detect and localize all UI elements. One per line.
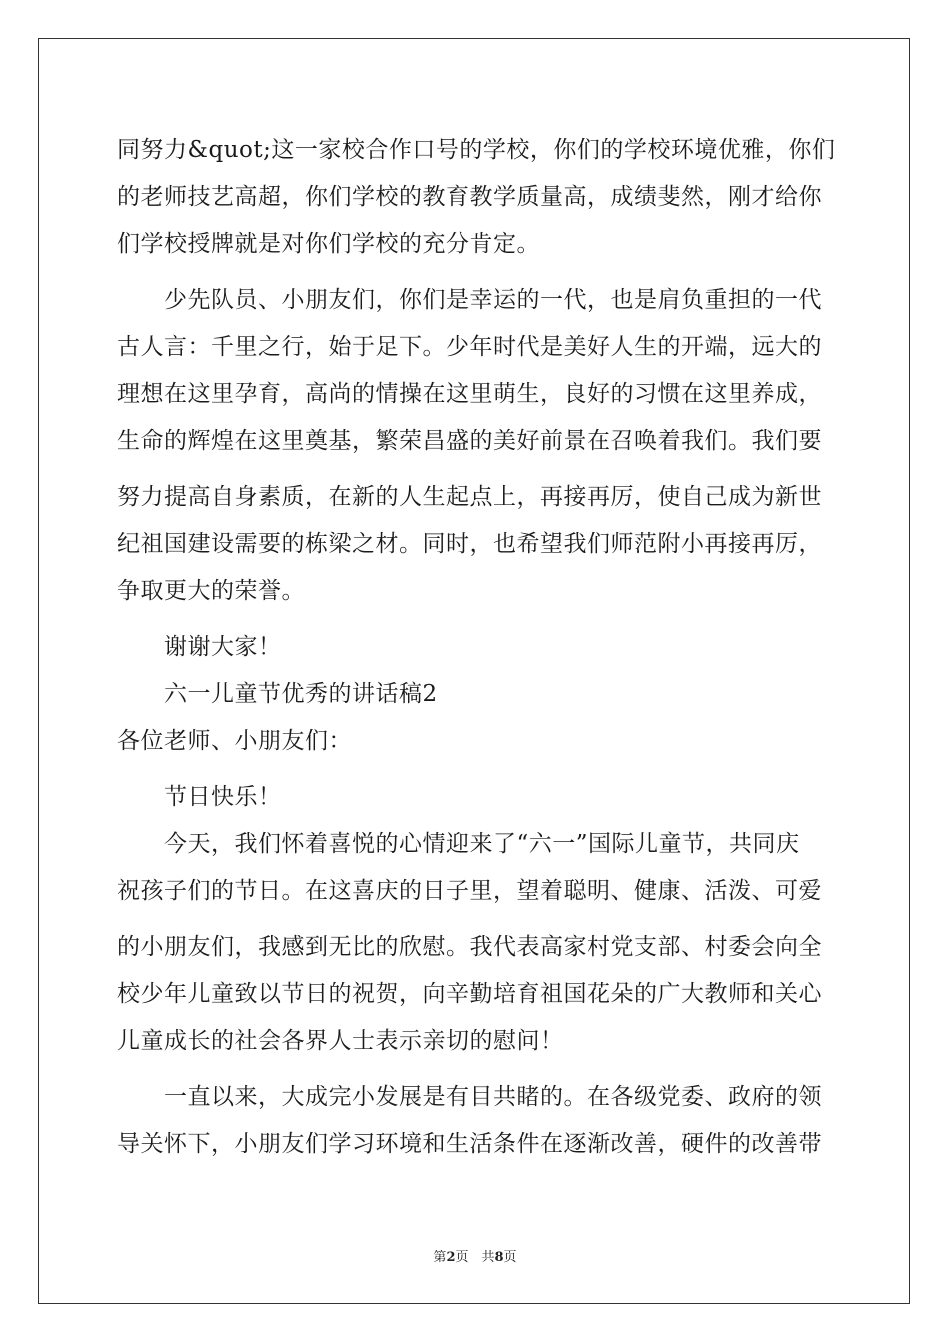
footer-page-suffix: 页 (503, 1250, 517, 1265)
text-line: 祝孩子们的节日。在这喜庆的日子里，望着聪明、健康、活泼、可爱 (117, 878, 822, 904)
text-line: 一直以来，大成完小发展是有目共睹的。在各级党委、政府的领 (117, 1084, 822, 1110)
text-line: 节日快乐！ (117, 784, 282, 810)
footer-page-total: 8 (494, 1250, 504, 1265)
salutation: 各位老师、小朋友们： (117, 728, 352, 754)
text-line: 今天，我们怀着喜悦的心情迎来了“六一”国际儿童节，共同庆 (117, 831, 800, 857)
text-line: 的小朋友们，我感到无比的欣慰。我代表高家村党支部、村委会向全 (117, 934, 822, 960)
text-line: 纪祖国建设需要的栋梁之材。同时，也希望我们师范附小再接再厉， (117, 531, 822, 557)
page-footer (0, 1246, 950, 1265)
text-line: 谢谢大家！ (117, 634, 282, 660)
text-line: 古人言：千里之行，始于足下。少年时代是美好人生的开端，远大的 (117, 334, 822, 360)
text-line: 同努力&quot;这一家校合作口号的学校，你们的学校环境优雅，你们 (117, 137, 836, 163)
text-line: 导关怀下，小朋友们学习环境和生活条件在逐渐改善，硬件的改善带 (117, 1131, 822, 1157)
footer-page-mid: 页 共 (455, 1250, 495, 1265)
text-line: 生命的辉煌在这里奠基，繁荣昌盛的美好前景在召唤着我们。我们要 (117, 428, 822, 454)
text-line: 校少年儿童致以节日的祝贺，向辛勤培育祖国花朵的广大教师和关心 (117, 981, 822, 1007)
text-line: 争取更大的荣誉。 (117, 578, 305, 604)
text-line: 们学校授牌就是对你们学校的充分肯定。 (117, 231, 540, 257)
section-heading: 六一儿童节优秀的讲话稿2 (117, 681, 438, 707)
text-line: 的老师技艺高超，你们学校的教育教学质量高，成绩斐然，刚才给你 (117, 184, 822, 210)
footer-page-prefix: 第 (433, 1250, 447, 1265)
footer-page-current: 2 (446, 1250, 456, 1265)
text-line: 努力提高自身素质，在新的人生起点上，再接再厉，使自己成为新世 (117, 484, 822, 510)
text-line: 少先队员、小朋友们，你们是幸运的一代，也是肩负重担的一代 (117, 287, 822, 313)
text-line: 儿童成长的社会各界人士表示亲切的慰问！ (117, 1028, 564, 1054)
text-line: 理想在这里孕育，高尚的情操在这里萌生，良好的习惯在这里养成， (117, 381, 822, 407)
